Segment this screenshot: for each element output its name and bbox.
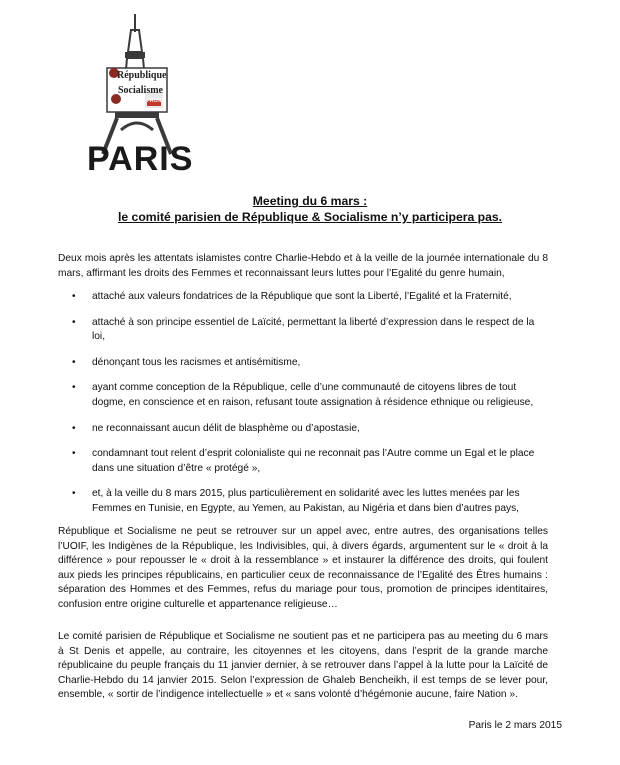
bullet-list <box>58 290 548 528</box>
bullet-icon: • <box>72 488 76 500</box>
list-item: • dénonçant tous les racismes et antisémitisme, <box>58 356 548 371</box>
bullet-icon: • <box>72 448 76 460</box>
bullet-icon: • <box>72 422 76 434</box>
bullet-icon: • <box>72 291 76 302</box>
logo-line-republique: République <box>117 70 167 81</box>
bullet-icon: • <box>72 382 76 394</box>
logo-line-socialisme: Socialisme <box>118 85 163 96</box>
list-item: • ayant comme conception de la République, celle d’une communauté de citoyens libres de tout dogme, en conscience et en raison, refusant toute assignation à résidence ethnique ou religieuse, <box>72 382 534 408</box>
bullet-icon: • <box>72 316 76 328</box>
bullet-icon: • <box>72 356 76 368</box>
document-title <box>0 193 620 225</box>
list-item: • ne reconnaissant aucun délit de blasphème ou d’apostasie, <box>58 422 548 437</box>
list-item: • attaché à son principe essentiel de Laïcité, permettant la liberté d’expression dans le respect de la loi, <box>72 316 535 343</box>
title-line-1: Meeting du 6 mars : <box>252 194 368 208</box>
list-item: • et, à la veille du 8 mars 2015, plus particulièrement en solidarité avec les luttes menées par les Femmes en Tunisie, en Egypte, au Yemen, au Pakistan, au Nigéria et dans bien d’autres pays, <box>72 488 520 514</box>
list-item: • attaché aux valeurs fondatrices de la République que sont la Liberté, l’Egalité et la Fraternité, <box>58 290 548 305</box>
signoff-date: Paris le 2 mars 2015 <box>468 720 562 731</box>
title-line-2: le comité parisien de République & Socialisme n’y participera pas. <box>117 210 503 224</box>
republique-socialisme-logo <box>85 12 205 182</box>
intro-paragraph: Deux mois après les attentats islamistes contre Charlie-Hebdo et à la veille de la journée internationale du 8 mars, affirmant les droits des Femmes et reconnaissant leurs luttes pour l’Egalité du genre humain, <box>58 253 548 279</box>
list-item: • condamnant tout relent d’esprit colonialiste qui ne reconnait pas l’Autre comme un Egal et le place dans une situation d’être « protégé », <box>72 448 535 474</box>
logo-badge: FRONT <box>147 98 165 104</box>
second-paragraph: République et Socialisme ne peut se retrouver sur un appel avec, entre autres, des organisations telles l’UOIF, les Indigènes de la République, les Indivisibles, qui, à divers égards, argumentent sur le « droit à la différence » pour repousser le « droit à la ressemblance » et instaurer la différence des droits, qui foulent aux pieds les principes républicains, en particulier ceux de reconnaissance de l’Egalité des Êtres humains : séparation des Hommes et des Femmes, refus du mariage pour tous, promotion de principes identitaires, confusion entre origine culturelle et appartenance religieuse… <box>58 526 548 610</box>
third-paragraph: Le comité parisien de République et Socialisme ne soutient pas et ne participera pas au meeting du 6 mars à St Denis et appelle, au contraire, les citoyennes et les citoyens, dans l’esprit de la grande marche républicaine du peuple français du 11 janvier dernier, à se retrouver dans l’appel à la lutte pour la Laïcité de Charlie-Hebdo du 14 janvier 2015. Selon l’expression de Ghaleb Bencheikh, il est temps de se lever pour, ensemble, « sortir de l’indigence intellectuelle » et « sans volonté d’hégémonie aucune, faire Nation ». <box>58 631 548 701</box>
logo-city-paris: PARIS <box>87 140 194 178</box>
